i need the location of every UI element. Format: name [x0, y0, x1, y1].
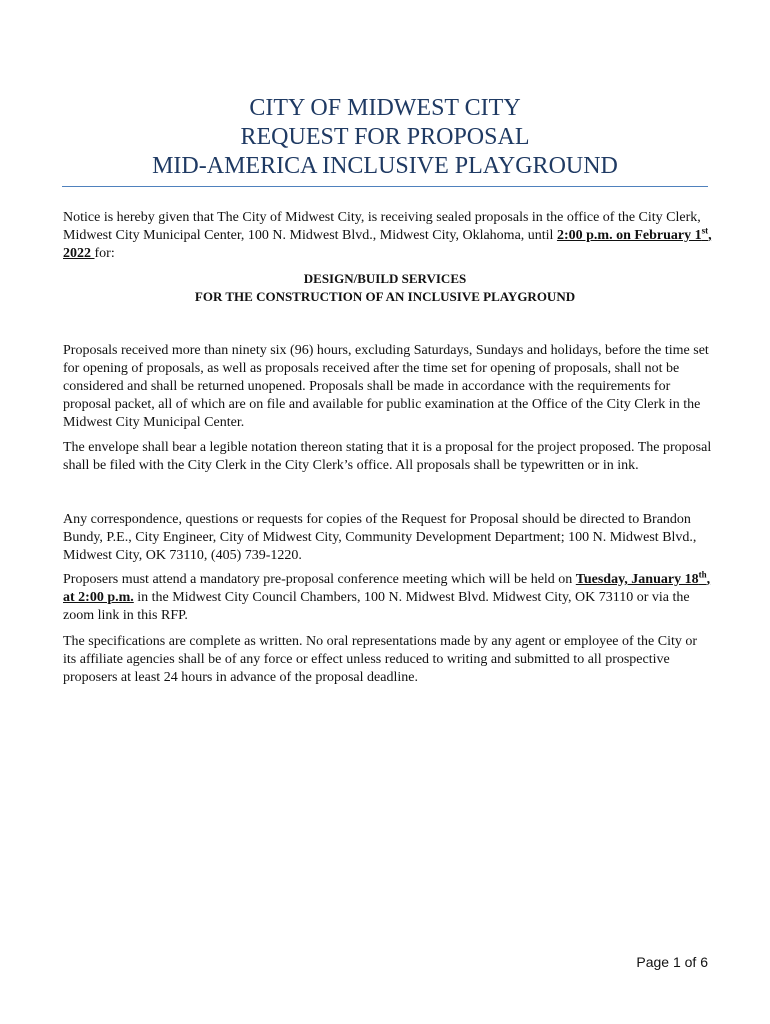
conference-prefix: Proposers must attend a mandatory pre-proposal conference meeting which will be held on — [63, 572, 576, 587]
page-number: Page 1 of 6 — [636, 954, 708, 970]
proposal-deadline: 2:00 p.m. on February 1st, 2022 — [63, 225, 712, 261]
notice-suffix: for: — [94, 246, 115, 261]
specifications-paragraph: The specifications are complete as written. No oral representations made by any agent or employee of the City or its affiliate agencies shall be of any force or effect unless reduced to writing and submitted to all prospective proposers at least 24 hours in advance of the proposal deadline. — [63, 634, 698, 685]
late-proposals-paragraph: Proposals received more than ninety six (96) hours, excluding Saturdays, Sundays and holidays, before the time set for opening of proposals, as well as proposals received after the time set for opening of proposals, shall not be considered and shall be returned unopened. Proposals shall be made in accordance with the requirements for proposal packet, all of which are on file and available for public examination at the Office of the City Clerk in the Midwest City Municipal Center. — [63, 343, 709, 430]
notice-text: Notice is hereby given that The City of Midwest City, is receiving sealed proposals in the office of the City Clerk, Midwest City Municipal Center, 100 N. Midwest Blvd., Midwest City, Oklahoma, until — [63, 210, 701, 243]
title-divider — [62, 186, 708, 187]
services-heading — [62, 270, 708, 306]
title-line-project: MID-AMERICA INCLUSIVE PLAYGROUND — [152, 153, 618, 179]
conference-suffix: in the Midwest City Council Chambers, 100 N. Midwest Blvd. Midwest City, OK 73110 or via the zoom link in this RFP. — [63, 590, 690, 623]
notice-paragraph — [63, 209, 713, 263]
title-line-city: CITY OF MIDWEST CITY — [249, 95, 521, 121]
services-heading-line2: FOR THE CONSTRUCTION OF AN INCLUSIVE PLAYGROUND — [194, 289, 576, 304]
document-title — [62, 94, 708, 181]
title-line-rfp: REQUEST FOR PROPOSAL — [240, 124, 530, 150]
envelope-paragraph: The envelope shall bear a legible notation thereon stating that it is a proposal for the project proposed. The proposal shall be filed with the City Clerk in the City Clerk’s office. All proposals shall be typewritten or in ink. — [63, 440, 712, 473]
conference-date: Tuesday, January 18th, at 2:00 p.m. — [63, 569, 711, 605]
conference-paragraph — [63, 571, 713, 625]
services-heading-line1: DESIGN/BUILD SERVICES — [303, 271, 467, 286]
correspondence-paragraph: Any correspondence, questions or requests for copies of the Request for Proposal should be directed to Brandon Bundy, P.E., City Engineer, City of Midwest City, Community Development Department; 100 N. Midwest Blvd., Midwest City, OK 73110, (405) 739-1220. — [63, 512, 697, 563]
